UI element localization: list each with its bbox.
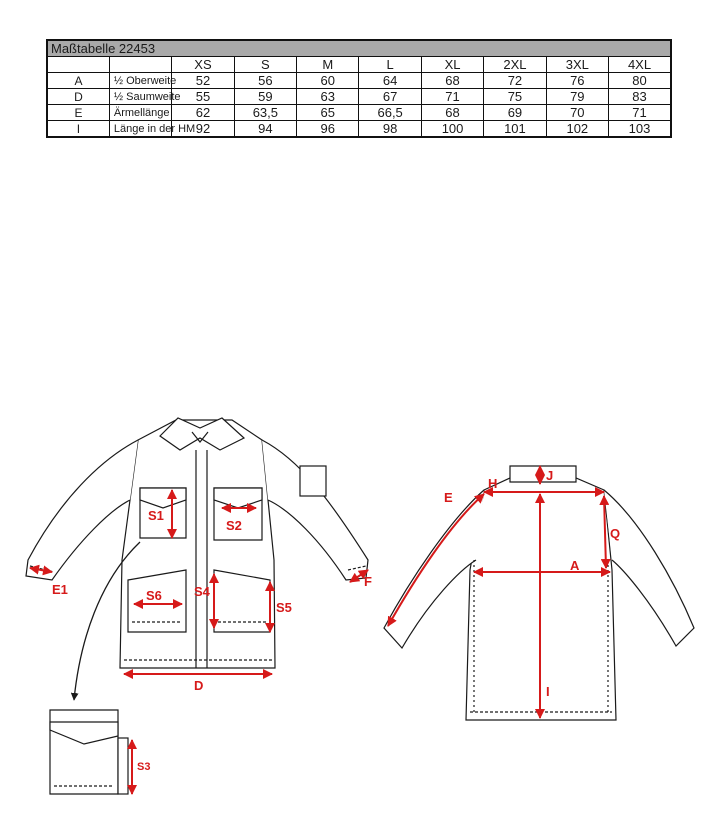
table-title: Maßtabelle 22453 (47, 40, 671, 57)
table-cell: 83 (609, 89, 671, 105)
table-cell: 65 (297, 105, 359, 121)
size-header: XS (172, 57, 234, 73)
size-header: 2XL (484, 57, 546, 73)
table-cell: 80 (609, 73, 671, 89)
table-cell: 70 (546, 105, 608, 121)
table-cell: 60 (297, 73, 359, 89)
table-row (47, 89, 671, 105)
table-cell: 55 (172, 89, 234, 105)
size-header: 4XL (609, 57, 671, 73)
table-cell: 56 (234, 73, 296, 89)
measure-code: E (47, 105, 109, 121)
table-cell: 64 (359, 73, 421, 89)
label-i: I (546, 684, 550, 699)
table-cell: 71 (609, 105, 671, 121)
table-cell: 98 (359, 121, 421, 138)
label-h: H (488, 476, 498, 491)
table-cell: 71 (421, 89, 483, 105)
table-row (47, 73, 671, 89)
table-cell: 96 (297, 121, 359, 138)
table-cell: 102 (546, 121, 608, 138)
table-cell: 63 (297, 89, 359, 105)
header-code-cell (47, 57, 109, 73)
label-s3: S3 (137, 761, 151, 773)
table-cell: 68 (421, 105, 483, 121)
label-s5: S5 (276, 600, 292, 615)
table-cell: 67 (359, 89, 421, 105)
table-cell: 69 (484, 105, 546, 121)
label-f: F (364, 574, 372, 589)
label-d: D (194, 678, 204, 693)
size-table (46, 39, 672, 138)
table-cell: 59 (234, 89, 296, 105)
label-s2: S2 (226, 518, 242, 533)
table-row (47, 121, 671, 138)
label-e: E (444, 490, 453, 505)
table-cell: 52 (172, 73, 234, 89)
label-j: J (546, 468, 554, 483)
table-cell: 94 (234, 121, 296, 138)
label-e1: E1 (52, 582, 68, 597)
table-cell: 103 (609, 121, 671, 138)
size-header: XL (421, 57, 483, 73)
label-s1: S1 (148, 508, 164, 523)
size-header: L (359, 57, 421, 73)
front-jacket-drawing (26, 418, 368, 668)
header-name-cell (109, 57, 171, 73)
table-cell: 75 (484, 89, 546, 105)
table-cell: 101 (484, 121, 546, 138)
table-title-row (47, 40, 671, 57)
label-q: Q (610, 526, 621, 541)
table-cell: 92 (172, 121, 234, 138)
size-header: S (234, 57, 296, 73)
measure-name: ½ Oberweite (109, 73, 171, 89)
table-header-row (47, 57, 671, 73)
size-header: 3XL (546, 57, 608, 73)
table-cell: 76 (546, 73, 608, 89)
table-cell: 72 (484, 73, 546, 89)
table-row (47, 105, 671, 121)
measure-name: Länge in der HM (109, 121, 171, 138)
garment-diagram (0, 400, 711, 820)
measure-code: A (47, 73, 109, 89)
pocket-detail-drawing (50, 710, 128, 794)
table-cell: 100 (421, 121, 483, 138)
label-a: A (570, 558, 580, 573)
size-header: M (297, 57, 359, 73)
measure-code: I (47, 121, 109, 138)
label-s6: S6 (146, 588, 162, 603)
table-cell: 63,5 (234, 105, 296, 121)
table-cell: 66,5 (359, 105, 421, 121)
table-cell: 62 (172, 105, 234, 121)
label-s4: S4 (194, 584, 210, 599)
table-cell: 79 (546, 89, 608, 105)
measure-name: ½ Saumweite (109, 89, 171, 105)
table-cell: 68 (421, 73, 483, 89)
measure-name: Ärmellänge (109, 105, 171, 121)
measure-code: D (47, 89, 109, 105)
